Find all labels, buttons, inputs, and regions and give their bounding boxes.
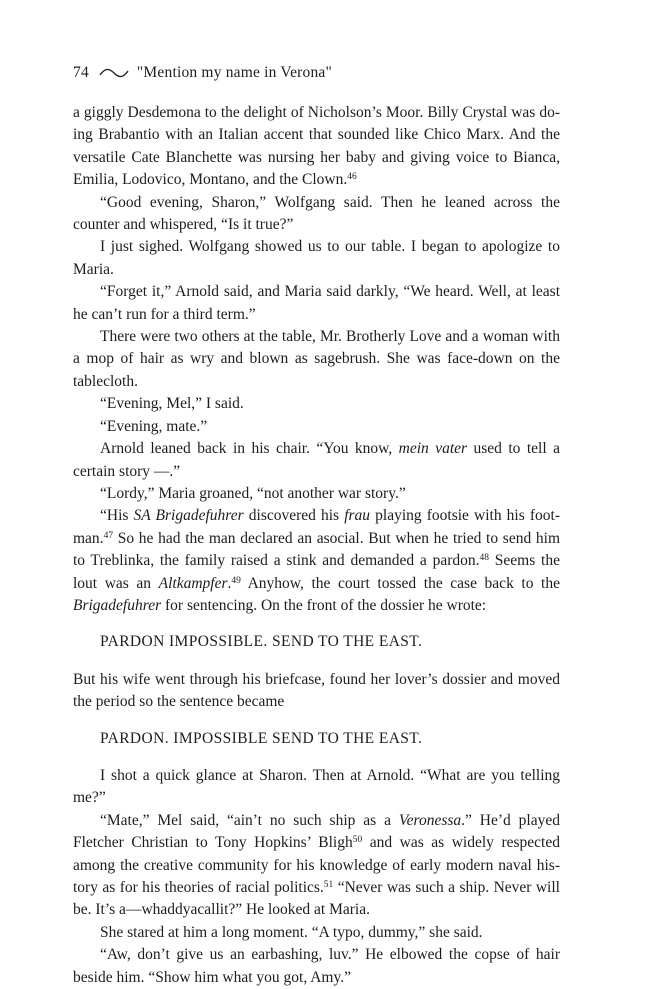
footnote-marker: 48	[479, 552, 490, 563]
paragraph: I shot a quick glance at Sharon. Then at Arnold. “What are you telling me?”	[73, 766, 560, 807]
paragraph: “Evening, mate.”	[100, 417, 208, 435]
footnote-marker: 49	[231, 575, 241, 586]
body-text	[73, 102, 560, 989]
paragraph: a giggly Desdemona to the delight of Nicholson’s Moor. Billy Crystal was doing Brabantio with an Italian accent that sounded like Chico Marx. And the versatile Cate Blanchette was nursing her baby and giving voice to Bianca, Emilia, Lodovico, Montano, and the Clown.$^{46}$	[73, 104, 560, 189]
paragraph: “His SA Brigadefuhrer discovered his frau playing footsie with his footman.$^{47}$ So he had the man declared an asocial. But when he tried to send him to Treblinka, the family raised a stink and demanded a pardon.$^{48}$ Seems the lout was an Altkampfer.$^{49}$ Anyhow, the court tossed the case back to the Brigadefuhrer for sentencing. On the front of the dossier he wrote:	[73, 507, 560, 614]
footnote-marker: 51	[323, 879, 334, 890]
paragraph: “Lordy,” Maria groaned, “not another war story.”	[100, 484, 406, 502]
paragraph: “Mate,” Mel said, “ain’t no such ship as a Veronessa.” He’d played Fletcher Christian to Tony Hopkins’ Bligh$^{50}$ and was as widely respected among the creative community for his knowledge of early modern naval history as for his theories of racial politics.$^{51}$ “Never was such a ship. Never will be. It’s a—whaddyacallit?” He looked at Maria.	[73, 811, 560, 919]
paragraph: I just sighed. Wolfgang showed us to our table. I began to apologize to Maria.	[73, 238, 560, 278]
running-title: "Mention my name in Verona"	[136, 64, 333, 81]
running-header	[73, 64, 332, 82]
block-quote: PARDON. IMPOSSIBLE SEND TO THE EAST.	[100, 729, 423, 747]
paragraph: “Forget it,” Arnold said, and Maria said darkly, “We heard. Well, at least he can’t run for a third term.”	[73, 283, 560, 323]
footnote-marker: 50	[352, 834, 363, 845]
paragraph: Arnold leaned back in his chair. “You know, mein vater used to tell a certain story —.”	[73, 440, 560, 480]
paragraph: But his wife went through his briefcase, found her lover’s dossier and moved the period so the sentence became	[73, 670, 560, 711]
footnote-marker: 46	[347, 172, 357, 182]
paragraph: “Aw, don’t give us an earbashing, luv.” He elbowed the copse of hair beside him. “Show him what you got, Amy.”	[73, 946, 560, 986]
swash-ornament-icon	[99, 67, 129, 79]
page-number: 74	[73, 64, 89, 81]
paragraph: There were two others at the table, Mr. Brotherly Love and a woman with a mop of hair as wry and blown as sagebrush. She was face-down on the tablecloth.	[73, 328, 560, 390]
block-quote: PARDON IMPOSSIBLE. SEND TO THE EAST.	[100, 633, 423, 651]
footnote-marker: 47	[103, 530, 114, 541]
paragraph: “Good evening, Sharon,” Wolfgang said. Then he leaned across the counter and whispered, “Is it true?”	[73, 193, 560, 234]
paragraph: She stared at him a long moment. “A typo, dummy,” she said.	[100, 923, 483, 941]
paragraph: “Evening, Mel,” I said.	[100, 395, 244, 413]
